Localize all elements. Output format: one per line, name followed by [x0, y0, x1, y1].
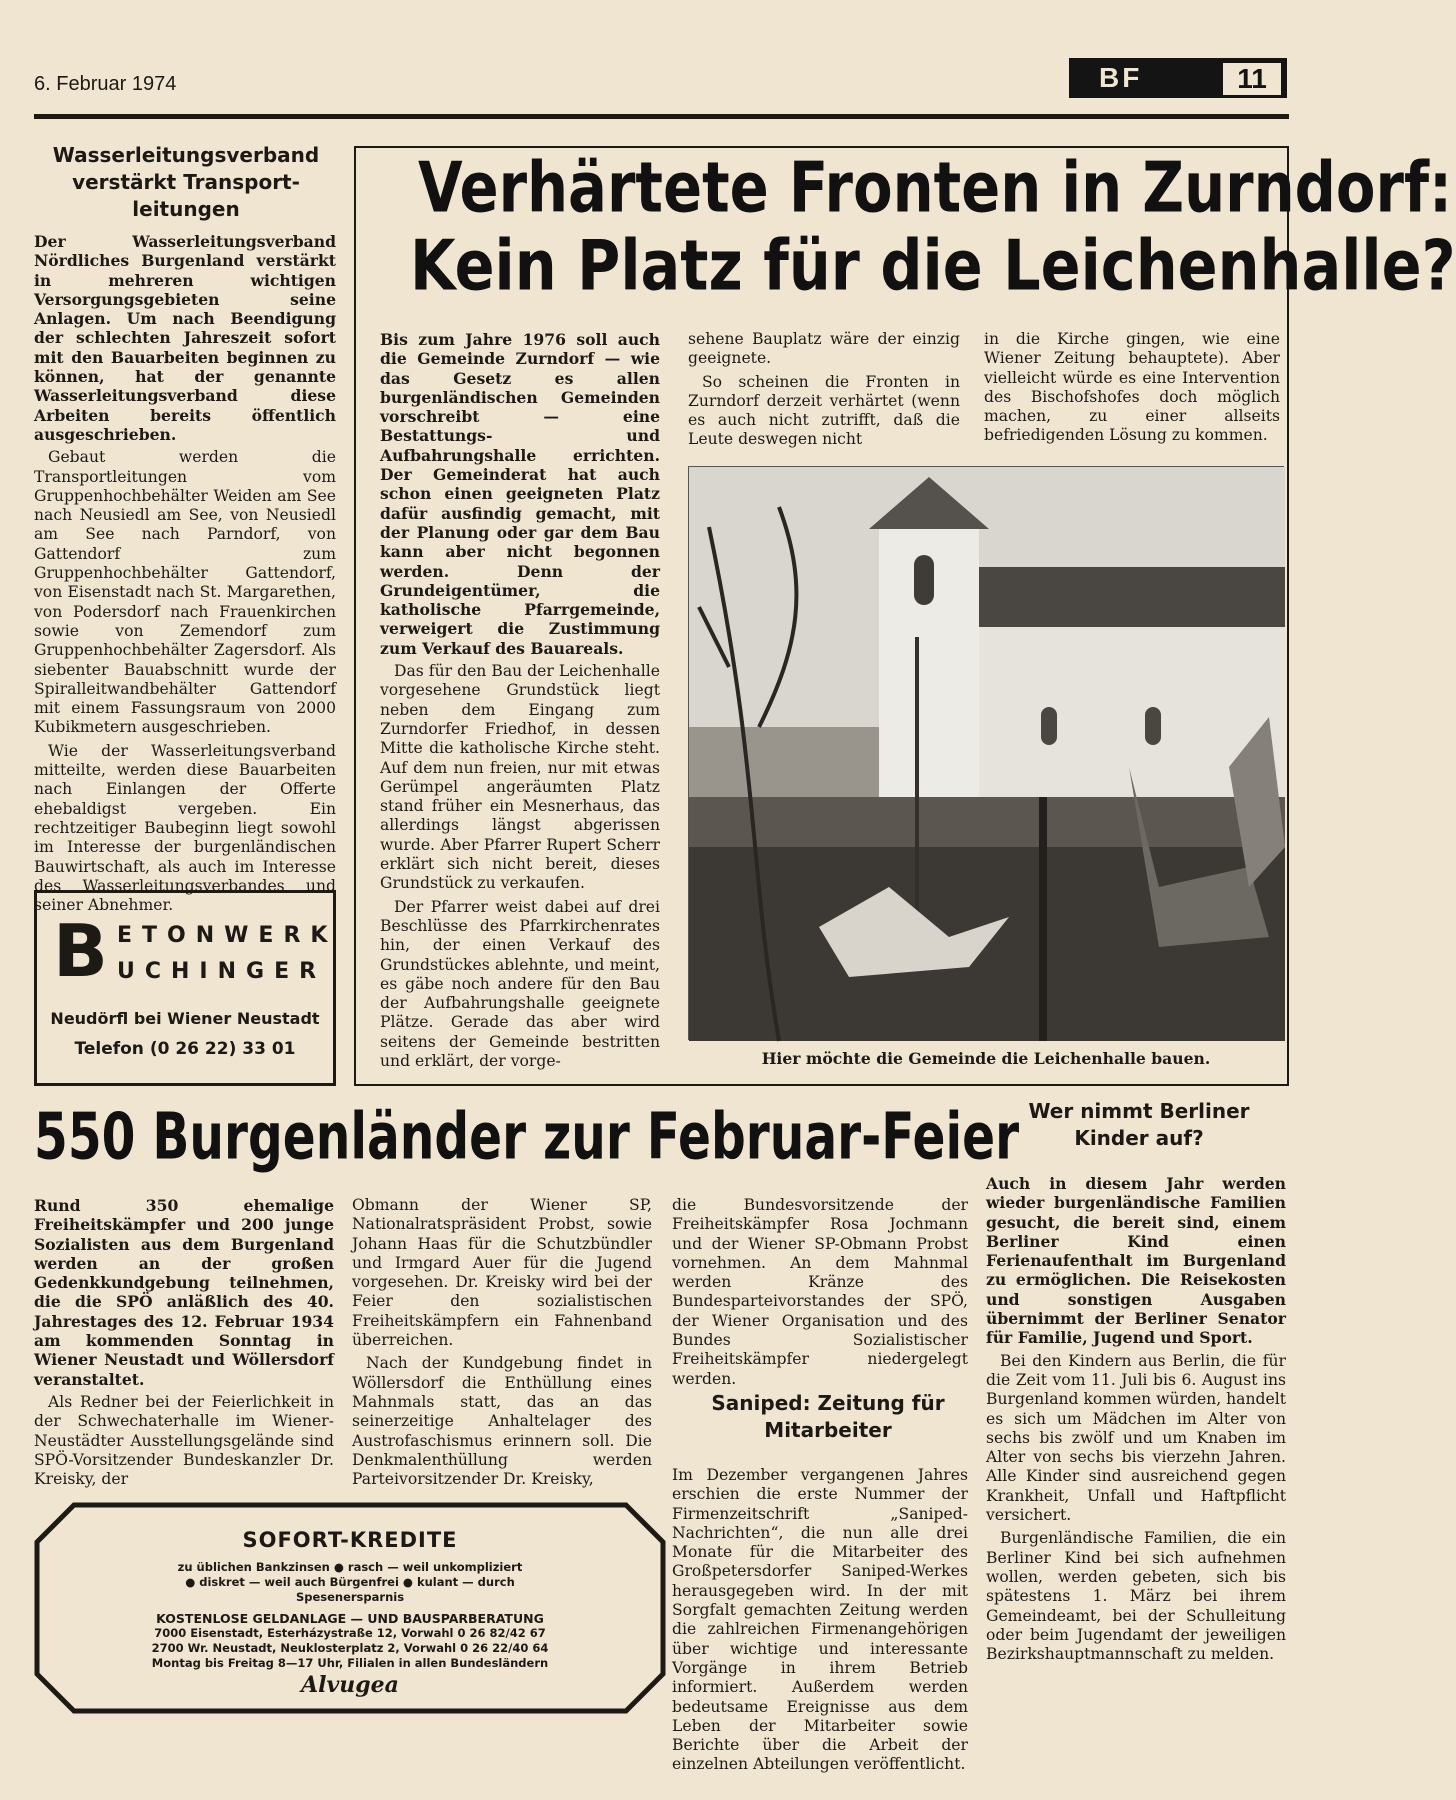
zurndorf-col3	[984, 330, 1280, 450]
zurndorf-col2	[688, 330, 960, 454]
feier-paragraph: die Bundesvorsitzende der Freiheitskämpfer Rosa Jochmann und der Wiener SP-Obmann Probst vornehmen. An dem Mahnmal werden Kränze des Bundesparteivorstandes der SPÖ, der Wiener Organisation und des Bundes Sozialistischer Freiheitskämpfer niedergelegt werden.	[672, 1196, 968, 1388]
ad-title: SOFORT-KREDITE	[242, 1528, 458, 1552]
ad-brand: Alvugea	[301, 1672, 399, 1698]
feier-paragraph: Nach der Kundgebung findet in Wöllersdorf die Enthüllung eines Mahnmals statt, das an das seinerzeitige Anhaltelager des Austrofaschismus erinnern soll. Die Denkmalenthüllung werden Parteivorsitzender Dr. Kreisky,	[352, 1354, 652, 1489]
feier-col2	[352, 1196, 652, 1493]
article1-headline: Wasserleitungsverband verstärkt Transport-leitungen	[52, 143, 320, 221]
church-photo	[688, 466, 1284, 1040]
feier-paragraph: Obmann der Wiener SP, Nationalratspräsident Probst, sowie Johann Haas für die Schutzbündler und Irmgard Auer für die Jugend vorgesehen. Dr. Kreisky wird bei der Feier den sozialistischen Freiheitskämpfern ein Fahnenband überreichen.	[352, 1196, 652, 1350]
zurndorf-paragraph: So scheinen die Fronten in Zurndorf derzeit verhärtet (wenn es auch nicht zutrifft, daß die Leute deswegen nicht	[688, 372, 960, 449]
saniped-body	[672, 1466, 968, 1779]
ad-line: Spesenersparnis	[295, 1590, 405, 1604]
feier-col1	[34, 1196, 334, 1493]
church-photo-illustration	[689, 467, 1285, 1041]
berliner-paragraph: Burgenländische Familien, die ein Berliner Kind bei sich aufnehmen wollen, werden gebeten, sich bis spätestens 1. März bei ihrem Gemeindeamt, bei der Schulleitung oder beim Jugendamt der jeweiligen Bezirkshauptmannschaft zu melden.	[986, 1529, 1286, 1664]
zurndorf-headline-1: Verhärtete Fronten in Zurndorf:	[418, 146, 1453, 229]
betonwerk-ad	[34, 890, 336, 1086]
ad-text	[34, 1560, 666, 1671]
saniped-headline: Saniped: Zeitung für Mitarbeiter	[711, 1391, 945, 1442]
section-badge	[1069, 58, 1287, 98]
ad-line: KOSTENLOSE GELDANLAGE — UND BAUSPARBERATUNG	[156, 1611, 544, 1626]
berliner-kinder-headline: Wer nimmt Berliner Kinder auf?	[1028, 1099, 1250, 1150]
ad-phone: Telefon (0 26 22) 33 01	[74, 1039, 296, 1059]
zurndorf-headline-2: Kein Platz für die Leichenhalle?	[410, 224, 1456, 307]
berliner-body	[986, 1174, 1286, 1668]
saniped-paragraph: Im Dezember vergangenen Jahres erschien die erste Nummer der Firmenzeitschrift „Saniped-Nachrichten“, die nun alle drei Monate für die Mitarbeiter des Großpetersdorfer Saniped-Werkes herausgegeben wird. In der mit Sorgfalt gemachten Zeitung werden die zahlreichen Firmenangehörigen über wichtige und interessante Vorgänge in ihrem Betrieb informiert. Außerdem werden bedeutsame Ereignisse aus dem Leben der Mitarbeiter sowie Berichte über die Arbeit der einzelnen Abteilungen veröffentlicht.	[672, 1466, 968, 1774]
issue-date: 6. Februar 1974	[34, 73, 177, 95]
berliner-lead: Auch in diesem Jahr werden wieder burgenländische Familien gesucht, die bereit sind, einem Berliner Kind einen Ferienaufenthalt im Burgenland zu ermöglichen. Die Reisekosten und sonstigen Ausgaben übernimmt der Berliner Senator für Familie, Jugend und Sport.	[986, 1174, 1286, 1348]
februar-feier-headline: 550 Burgenländer zur Februar-Feier	[34, 1099, 1020, 1174]
zurndorf-col1	[380, 330, 660, 1075]
feier-paragraph: Als Redner bei der Feierlichkeit in der Schwechaterhalle im Wiener-Neustädter Ausstellungsgelände sind SPÖ-Vorsitzender Bundeskanzler Dr. Kreisky, der	[34, 1392, 334, 1489]
berliner-paragraph: Bei den Kindern aus Berlin, die für die Zeit vom 11. Juli bis 6. August ins Burgenland kommen würden, handelt es sich um Mädchen im Alter von sechs bis zwölf und um Knaben im Alter von sechs bis vierzehn Jahren. Alle Kinder sind ausreichend gegen Krankheit, Unfall und Haftpflicht versichert.	[986, 1351, 1286, 1525]
zurndorf-lead: Bis zum Jahre 1976 soll auch die Gemeinde Zurndorf — wie das Gesetz es allen burgenländischen Gemeinden vorschreibt — eine Bestattungs- und Aufbahrungshalle errichten. Der Gemeinderat hat auch schon einen geeigneten Platz dafür ausfindig gemacht, mit der Planung oder gar dem Bau kann aber nicht begonnen werden. Denn der Grundeigentümer, die katholische Pfarrgemeinde, verweigert die Zustimmung zum Verkauf des Bauareals.	[380, 330, 660, 658]
ad-line2: UCHINGER	[117, 959, 327, 984]
ad-line: 7000 Eisenstadt, Esterházystraße 12, Vorwahl 0 26 82/42 67	[154, 1626, 546, 1640]
ad-line: zu üblichen Bankzinsen ● rasch — weil unkompliziert	[177, 1560, 523, 1574]
ad-line1: ETONWERK	[117, 923, 338, 948]
photo-caption: Hier möchte die Gemeinde die Leichenhalle bauen.	[761, 1049, 1211, 1068]
section-label: BF	[1099, 62, 1143, 93]
ad-place: Neudörfl bei Wiener Neustadt	[50, 1009, 320, 1028]
ad-line: Montag bis Freitag 8—17 Uhr, Filialen in allen Bundesländern	[151, 1656, 549, 1670]
ad-line: ● diskret — weil auch Bürgenfrei ● kulant — durch	[185, 1575, 515, 1589]
article1-body	[34, 232, 336, 919]
zurndorf-paragraph: in die Kirche gingen, wie eine Wiener Zeitung behauptete). Aber vielleicht würde es eine Intervention des Bischofshofes doch möglich machen, zu einer allseits befriedigenden Lösung zu kommen.	[984, 330, 1280, 445]
ad-line: 2700 Wr. Neustadt, Neuklosterplatz 2, Vorwahl 0 26 22/40 64	[151, 1641, 549, 1655]
ad-initial: B	[53, 909, 108, 993]
page-number: 11	[1223, 63, 1281, 95]
article1-paragraph: Gebaut werden die Transportleitungen vom Gruppenhochbehälter Weiden am See nach Neusiedl am See, von Neusiedl am See nach Parndorf, von Gattendorf zum Gruppenhochbehälter Gattendorf, von Eisenstadt nach St. Margarethen, von Podersdorf nach Frauenkirchen sowie von Zemendorf zum Gruppenhochbehälter Zagersdorf. Als siebenter Bauabschnitt wurde der Spiralleitwandbehälter Gattendorf mit einem Fassungsraum von 2000 Kubikmetern ausgeschrieben.	[34, 448, 336, 737]
article1-lead: Der Wasserleitungsverband Nördliches Burgenland verstärkt in mehreren wichtigen Versorgungsgebieten seine Anlagen. Um nach Beendigung der schlechten Jahreszeit sofort mit den Bauarbeiten beginnen zu können, hat der genannte Wasserleitungsverband diese Arbeiten bereits öffentlich ausgeschrieben.	[34, 232, 336, 444]
feier-lead: Rund 350 ehemalige Freiheitskämpfer und 200 junge Sozialisten aus dem Burgenland werden an der großen Gedenkkundgebung teilnehmen, die die SPÖ anläßlich des 40. Jahrestages des 12. Februar 1934 am kommenden Sonntag in Wiener Neustadt und Wöllersdorf veranstaltet.	[34, 1196, 334, 1389]
article1-paragraph: Wie der Wasserleitungsverband mitteilte, werden diese Bauarbeiten nach Einlangen der Offerte ehebaldigst vergeben. Ein rechtzeitiger Baubeginn liegt sowohl im Interesse der burgenländischen Bauwirtschaft, als auch im Interesse des Wasserleitungsverbandes und seiner Abnehmer.	[34, 741, 336, 915]
zurndorf-paragraph: sehene Bauplatz wäre der einzig geeignete.	[688, 330, 960, 368]
feier-col3	[672, 1196, 968, 1393]
sofort-kredite-ad	[34, 1502, 666, 1714]
zurndorf-paragraph: Der Pfarrer weist dabei auf drei Beschlüsse des Pfarrkirchenrates hin, der einen Verkauf des Grundstückes ablehnte, und meint, es gäbe noch andere für den Bau der Aufbahrungshalle geeignete Plätze. Gerade das aber wird seitens der Gemeinde bestritten und erklärt, der vorge-	[380, 897, 660, 1070]
header-rule	[34, 114, 1289, 119]
zurndorf-paragraph: Das für den Bau der Leichenhalle vorgesehene Grundstück liegt neben dem Eingang zum Zurndorfer Friedhof, in dessen Mitte die katholische Kirche steht. Auf dem nun freien, nur mit etwas Gerümpel angeräumten Platz stand früher ein Mesnerhaus, das allerdings längst abgerissen wurde. Aber Pfarrer Rupert Scherr erklärt sich nicht bereit, dieses Grundstück zu verkaufen.	[380, 662, 660, 893]
